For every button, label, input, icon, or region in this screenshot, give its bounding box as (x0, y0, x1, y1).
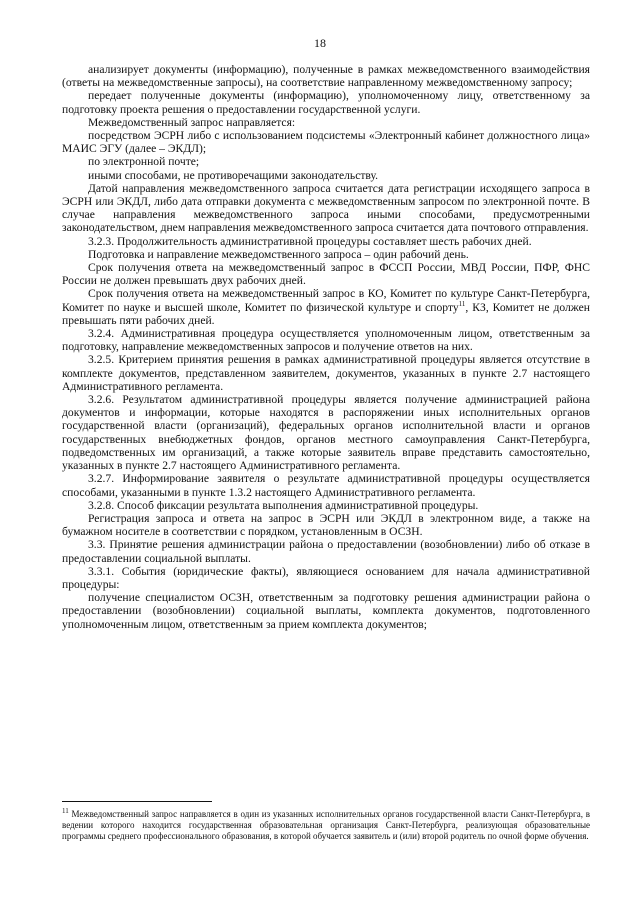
paragraph-text: Срок получения ответа на межведомственный запрос в КО, Комитет по культуре Санкт-Петербурга, Комитет по науке и высшей школе, Комитет по физической культуре и спорту (62, 287, 590, 314)
paragraph: 3.2.6. Результатом административной процедуры является получение администрацией района документов и информации, которые находятся в распоряжении иных исполнительных органов государственной власти (организаций), федеральных органов исполнительной власти и органов государственных внебюджетных фондов, органов местного самоуправления Санкт-Петербурга, подведомственных им организаций, а также которые заявитель вправе представить самостоятельно, указанных в пункте 2.7 настоящего Административного регламента. (62, 393, 590, 473)
footnote-divider (62, 801, 212, 802)
paragraph-with-footnote (62, 287, 590, 327)
page-number: 18 (314, 36, 326, 50)
footnote-reference: 11 (458, 299, 466, 308)
footnote-number: 11 (62, 807, 69, 815)
paragraph: 3.3.1. События (юридические факты), являющиеся основанием для начала административной процедуры: (62, 564, 590, 591)
paragraph: по электронной почте; (88, 155, 200, 169)
body-text (62, 63, 590, 631)
paragraph: 3.2.7. Информирование заявителя о результате административной процедуры осуществляется способами, указанными в пункте 1.3.2 настоящего Административного регламента. (62, 472, 590, 499)
paragraph: Подготовка и направление межведомственного запроса – один рабочий день. (88, 247, 469, 261)
paragraph: получение специалистом ОСЗН, ответственным за подготовку решения администрации района о предоставлении (возобновлении) социальной выплаты, комплекта документов, подготовленного уполномоченным лицом, ответственным за прием комплекта документов; (62, 591, 590, 631)
paragraph: 3.2.3. Продолжительность административной процедуры составляет шесть рабочих дней. (88, 234, 532, 248)
paragraph: Регистрация запроса и ответа на запрос в ЭСРН или ЭКДЛ в электронном виде, а также на бумажном носителе в соответствии с порядком, установленным в ОСЗН. (62, 511, 590, 539)
paragraph: передает полученные документы (информацию), уполномоченному лицу, ответственному за подготовку проекта решения о предоставлении государственной услуги. (62, 89, 590, 116)
paragraph: Датой направления межведомственного запроса считается дата регистрации исходящего запроса в ЭСРН или ЭКДЛ, либо дата отправки документа с межведомственным запросом по электронной почте. В случае направления межведомственного запроса иными способами, предусмотренными законодательством, днем направления межведомственного запроса считается дата почтового отправления. (62, 181, 590, 235)
paragraph: 3.2.5. Критерием принятия решения в рамках административной процедуры является отсутствие в комплекте документов, представленном заявителем, документов, указанных в пункте 2.7 настоящего Административного регламента. (62, 353, 590, 393)
paragraph: посредством ЭСРН либо с использованием подсистемы «Электронный кабинет должностного лица» МАИС ЭГУ (далее – ЭКДЛ); (62, 129, 590, 156)
paragraph-text: , КЗ, Комитет не должен превышать пяти рабочих дней. (62, 300, 591, 327)
paragraph: 3.2.8. Способ фиксации результата выполнения административной процедуры. (88, 498, 479, 512)
footnote (62, 809, 590, 843)
footnote-text: Межведомственный запрос направляется в один из указанных исполнительных органов государственной власти Санкт-Петербурга, в ведении которого находится государственная образовательная организация Санкт-Петербурга, реализующая образовательные программы среднего профессионального образования, в которой обучается заявитель и (или) второй родитель по очной форме обучения. (62, 809, 590, 842)
paragraph: 3.2.4. Административная процедура осуществляется уполномоченным лицом, ответственным за подготовку, направление межведомственных запросов и получение ответов на них. (62, 327, 590, 354)
paragraph: 3.3. Принятие решения администрации района о предоставлении (возобновлении) либо об отказе в предоставлении социальной выплаты. (62, 538, 590, 565)
paragraph: анализирует документы (информацию), полученные в рамках межведомственного взаимодействия (ответы на межведомственные запросы), на соответствие направленному межведомственному запросу; (62, 63, 590, 90)
paragraph: Срок получения ответа на межведомственный запрос в ФССП России, МВД России, ПФР, ФНС России не должен превышать двух рабочих дней. (62, 261, 590, 288)
paragraph: иными способами, не противоречащими законодательству. (88, 168, 379, 182)
paragraph: Межведомственный запрос направляется: (88, 115, 296, 129)
